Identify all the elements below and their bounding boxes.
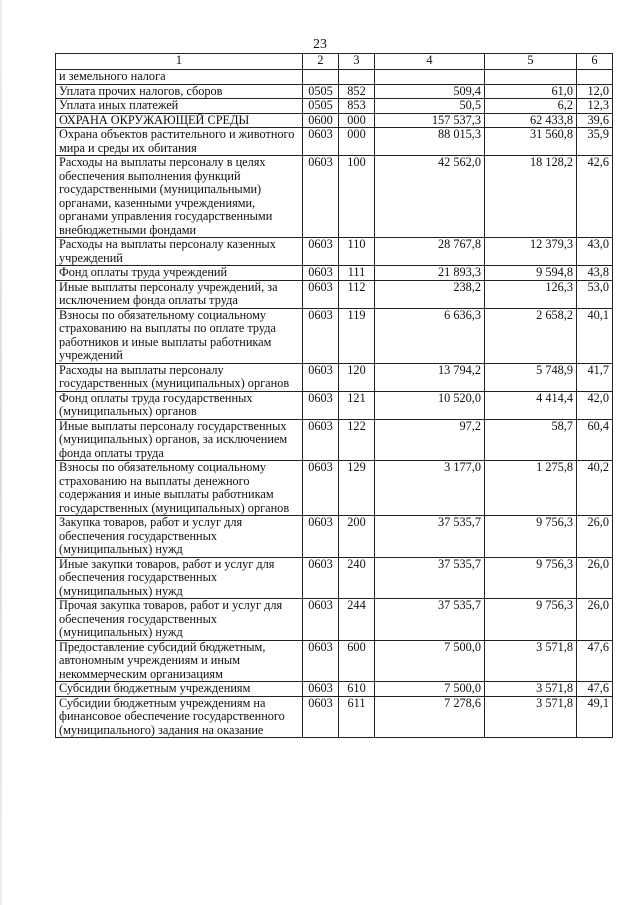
- value-cell-c6: 43,8: [577, 266, 613, 281]
- table-row: [56, 640, 613, 682]
- value-cell-c3: 000: [339, 128, 375, 156]
- page-number: 23: [313, 37, 327, 52]
- value-cell-c5: 126,3: [485, 280, 577, 308]
- value-cell-c3: 610: [339, 682, 375, 697]
- value-cell-c6: 26,0: [577, 516, 613, 558]
- table-row: [56, 99, 613, 114]
- column-header: 3: [339, 54, 375, 70]
- row-label-cell: и земельного налога: [56, 70, 303, 85]
- table-row: [56, 280, 613, 308]
- value-cell-c4: 3 177,0: [375, 461, 485, 516]
- value-cell-c3: 000: [339, 113, 375, 128]
- value-cell-c4: 509,4: [375, 84, 485, 99]
- value-cell-c4: 10 520,0: [375, 391, 485, 419]
- value-cell-c4: 6 636,3: [375, 308, 485, 363]
- value-cell-c3: 240: [339, 557, 375, 599]
- table-row: [56, 391, 613, 419]
- value-cell-c2: 0603: [303, 308, 339, 363]
- row-label-cell: Прочая закупка товаров, работ и услуг для обеспечения государственных (муниципальных) нужд: [56, 599, 303, 641]
- value-cell-c5: 9 756,3: [485, 557, 577, 599]
- value-cell-c4: 21 893,3: [375, 266, 485, 281]
- column-header: 4: [375, 54, 485, 70]
- value-cell-c4: 97,2: [375, 419, 485, 461]
- value-cell-c3: 244: [339, 599, 375, 641]
- value-cell-c6: 40,2: [577, 461, 613, 516]
- row-label-cell: Фонд оплаты труда учреждений: [56, 266, 303, 281]
- value-cell-c6: 47,6: [577, 640, 613, 682]
- value-cell-c4: 37 535,7: [375, 599, 485, 641]
- value-cell-c3: 120: [339, 363, 375, 391]
- value-cell-c5: 9 756,3: [485, 599, 577, 641]
- value-cell-c4: 7 500,0: [375, 682, 485, 697]
- value-cell-c3: 852: [339, 84, 375, 99]
- value-cell-c6: 53,0: [577, 280, 613, 308]
- value-cell-c5: [485, 70, 577, 85]
- value-cell-c2: 0603: [303, 363, 339, 391]
- row-label-cell: Иные выплаты персоналу государственных (муниципальных) органов, за исключением фонда оплаты труда: [56, 419, 303, 461]
- table-row: [56, 128, 613, 156]
- value-cell-c6: 12,3: [577, 99, 613, 114]
- value-cell-c3: 853: [339, 99, 375, 114]
- table-row: [56, 557, 613, 599]
- value-cell-c3: [339, 70, 375, 85]
- value-cell-c2: 0603: [303, 557, 339, 599]
- value-cell-c5: 9 756,3: [485, 516, 577, 558]
- value-cell-c2: 0505: [303, 99, 339, 114]
- value-cell-c4: 37 535,7: [375, 557, 485, 599]
- row-label-cell: Взносы по обязательному социальному страхованию на выплаты по оплате труда работников и иные выплаты работникам учреждений: [56, 308, 303, 363]
- value-cell-c6: 49,1: [577, 696, 613, 738]
- row-label-cell: Расходы на выплаты персоналу в целях обеспечения выполнения функций государственными (муниципальными) органами, казенными учреждениями, органами управления государственными внебюджетными фондами: [56, 156, 303, 238]
- value-cell-c6: 60,4: [577, 419, 613, 461]
- value-cell-c2: 0603: [303, 461, 339, 516]
- value-cell-c2: [303, 70, 339, 85]
- value-cell-c4: 238,2: [375, 280, 485, 308]
- value-cell-c4: [375, 70, 485, 85]
- value-cell-c2: 0603: [303, 266, 339, 281]
- value-cell-c5: 3 571,8: [485, 640, 577, 682]
- value-cell-c5: 18 128,2: [485, 156, 577, 238]
- value-cell-c5: 62 433,8: [485, 113, 577, 128]
- row-label-cell: Иные закупки товаров, работ и услуг для обеспечения государственных (муниципальных) нужд: [56, 557, 303, 599]
- row-label-cell: Расходы на выплаты персоналу государственных (муниципальных) органов: [56, 363, 303, 391]
- table-row: [56, 419, 613, 461]
- table-row: [56, 696, 613, 738]
- value-cell-c5: 9 594,8: [485, 266, 577, 281]
- value-cell-c5: 2 658,2: [485, 308, 577, 363]
- row-label-cell: Предоставление субсидий бюджетным, автономным учреждениям и иным некоммерческим организациям: [56, 640, 303, 682]
- value-cell-c5: 61,0: [485, 84, 577, 99]
- value-cell-c5: 3 571,8: [485, 682, 577, 697]
- value-cell-c6: [577, 70, 613, 85]
- row-label-cell: Уплата иных платежей: [56, 99, 303, 114]
- value-cell-c4: 88 015,3: [375, 128, 485, 156]
- table-row: [56, 308, 613, 363]
- row-label-cell: Субсидии бюджетным учреждениям: [56, 682, 303, 697]
- value-cell-c6: 43,0: [577, 238, 613, 266]
- value-cell-c4: 28 767,8: [375, 238, 485, 266]
- value-cell-c3: 122: [339, 419, 375, 461]
- table-row: [56, 156, 613, 238]
- value-cell-c5: 58,7: [485, 419, 577, 461]
- value-cell-c2: 0603: [303, 156, 339, 238]
- value-cell-c3: 100: [339, 156, 375, 238]
- column-header: 1: [56, 54, 303, 70]
- header-row: [56, 54, 613, 70]
- value-cell-c2: 0603: [303, 128, 339, 156]
- value-cell-c3: 600: [339, 640, 375, 682]
- row-label-cell: Фонд оплаты труда государственных (муниципальных) органов: [56, 391, 303, 419]
- row-label-cell: Взносы по обязательному социальному страхованию на выплаты денежного содержания и иные выплаты работникам государственных (муниципальных) органов: [56, 461, 303, 516]
- table-row: [56, 682, 613, 697]
- value-cell-c6: 42,0: [577, 391, 613, 419]
- value-cell-c2: 0603: [303, 516, 339, 558]
- value-cell-c3: 111: [339, 266, 375, 281]
- value-cell-c6: 35,9: [577, 128, 613, 156]
- value-cell-c2: 0603: [303, 391, 339, 419]
- value-cell-c4: 37 535,7: [375, 516, 485, 558]
- value-cell-c6: 26,0: [577, 557, 613, 599]
- value-cell-c2: 0505: [303, 84, 339, 99]
- value-cell-c2: 0603: [303, 640, 339, 682]
- value-cell-c4: 13 794,2: [375, 363, 485, 391]
- table-row: [56, 266, 613, 281]
- value-cell-c2: 0603: [303, 599, 339, 641]
- row-label-cell: Закупка товаров, работ и услуг для обеспечения государственных (муниципальных) нужд: [56, 516, 303, 558]
- table-row: [56, 70, 613, 85]
- value-cell-c5: 4 414,4: [485, 391, 577, 419]
- value-cell-c4: 7 278,6: [375, 696, 485, 738]
- value-cell-c3: 112: [339, 280, 375, 308]
- value-cell-c4: 157 537,3: [375, 113, 485, 128]
- value-cell-c6: 42,6: [577, 156, 613, 238]
- column-header: 6: [577, 54, 613, 70]
- value-cell-c3: 200: [339, 516, 375, 558]
- table-row: [56, 113, 613, 128]
- value-cell-c5: 6,2: [485, 99, 577, 114]
- value-cell-c4: 50,5: [375, 99, 485, 114]
- column-header: 5: [485, 54, 577, 70]
- row-label-cell: Иные выплаты персоналу учреждений, за исключением фонда оплаты труда: [56, 280, 303, 308]
- value-cell-c2: 0603: [303, 696, 339, 738]
- value-cell-c6: 47,6: [577, 682, 613, 697]
- row-label-cell: Расходы на выплаты персоналу казенных учреждений: [56, 238, 303, 266]
- value-cell-c2: 0603: [303, 280, 339, 308]
- value-cell-c2: 0603: [303, 419, 339, 461]
- table-row: [56, 84, 613, 99]
- value-cell-c3: 129: [339, 461, 375, 516]
- value-cell-c6: 40,1: [577, 308, 613, 363]
- value-cell-c6: 26,0: [577, 599, 613, 641]
- value-cell-c2: 0600: [303, 113, 339, 128]
- value-cell-c6: 12,0: [577, 84, 613, 99]
- table-row: [56, 516, 613, 558]
- value-cell-c3: 119: [339, 308, 375, 363]
- table-row: [56, 238, 613, 266]
- row-label-cell: Охрана объектов растительного и животного мира и среды их обитания: [56, 128, 303, 156]
- row-label-cell: Уплата прочих налогов, сборов: [56, 84, 303, 99]
- budget-table: [55, 53, 613, 738]
- table-row: [56, 599, 613, 641]
- value-cell-c6: 39,6: [577, 113, 613, 128]
- value-cell-c5: 3 571,8: [485, 696, 577, 738]
- value-cell-c4: 7 500,0: [375, 640, 485, 682]
- value-cell-c4: 42 562,0: [375, 156, 485, 238]
- scan-edge: [0, 0, 2, 905]
- value-cell-c3: 121: [339, 391, 375, 419]
- value-cell-c2: 0603: [303, 238, 339, 266]
- value-cell-c6: 41,7: [577, 363, 613, 391]
- value-cell-c5: 31 560,8: [485, 128, 577, 156]
- table-row: [56, 363, 613, 391]
- row-label-cell: Субсидии бюджетным учреждениям на финансовое обеспечение государственного (муниципального) задания на оказание: [56, 696, 303, 738]
- value-cell-c5: 5 748,9: [485, 363, 577, 391]
- value-cell-c5: 12 379,3: [485, 238, 577, 266]
- value-cell-c3: 110: [339, 238, 375, 266]
- table-row: [56, 461, 613, 516]
- value-cell-c5: 1 275,8: [485, 461, 577, 516]
- column-header: 2: [303, 54, 339, 70]
- value-cell-c3: 611: [339, 696, 375, 738]
- row-label-cell: ОХРАНА ОКРУЖАЮЩЕЙ СРЕДЫ: [56, 113, 303, 128]
- value-cell-c2: 0603: [303, 682, 339, 697]
